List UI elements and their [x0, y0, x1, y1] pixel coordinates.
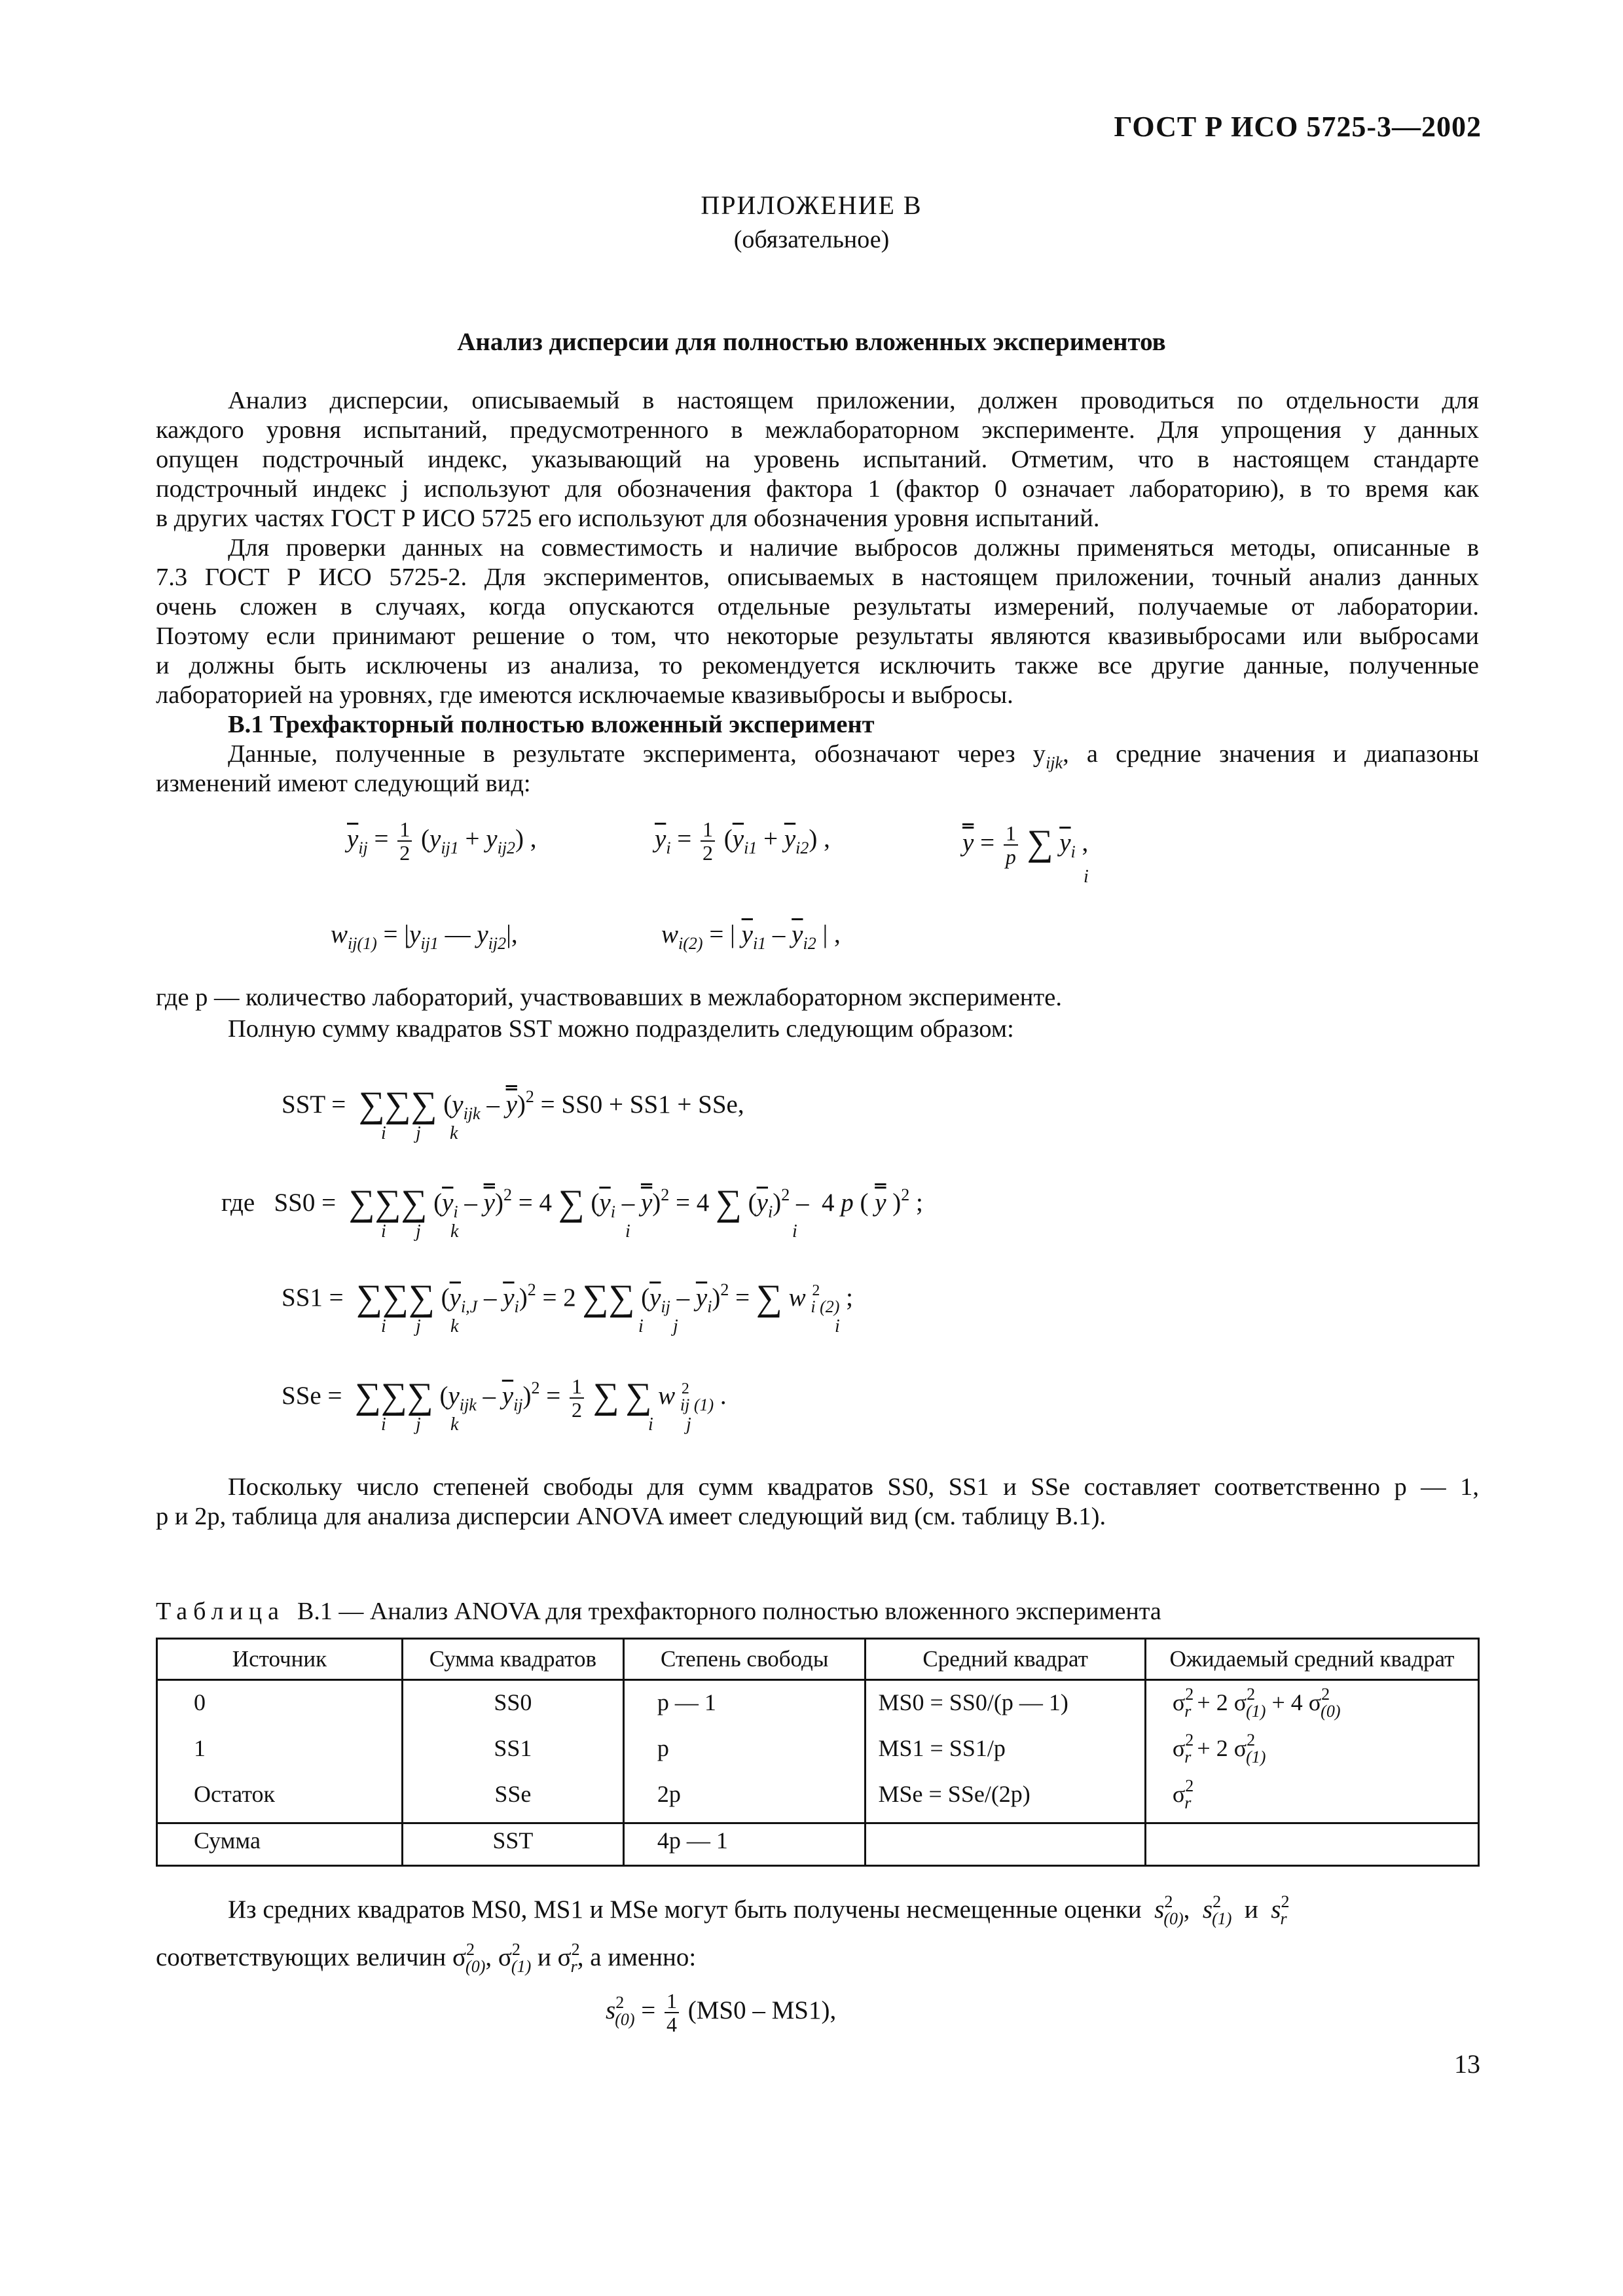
cell-ss: SS1	[402, 1731, 623, 1776]
table-caption	[156, 1597, 1161, 1626]
dof-paragraph	[156, 1473, 1479, 1532]
cell-df: p — 1	[623, 1680, 866, 1731]
text-line: лабораторией на уровнях, где имеются исключаемые квазивыбросы и выбросы.	[156, 681, 1013, 709]
cell-ms	[866, 1823, 1145, 1866]
cell-df: 2p	[623, 1776, 866, 1823]
data-paragraph	[156, 740, 1479, 798]
cell-source: Остаток	[157, 1776, 403, 1823]
text-line: p и 2p, таблица для анализа дисперсии ANOVA имеет следующий вид (см. таблицу В.1).	[156, 1503, 1106, 1530]
formula-mean-yi: $\overline{y}_i$ = $\frac{1}{2}$ $(\overline{y}_{i1} + \overline{y}_{i2})$ ,	[655, 817, 830, 865]
text-line	[156, 740, 1479, 772]
text-line: Поскольку число степеней свободы для сумм квадратов SS0, SS1 и SSe составляет соответственно p — 1,	[228, 1473, 1479, 1501]
table-total-row	[157, 1823, 1479, 1866]
column-header: Степень свободы	[623, 1639, 866, 1680]
text-line: изменений имеют следующий вид:	[156, 770, 531, 797]
text-line: 7.3 ГОСТ Р ИСО 5725-2. Для экспериментов, описываемых в настоящем приложении, точный анализ данных	[156, 564, 1479, 591]
text-line: опущен подстрочный индекс, указывающий на уровень испытаний. Отметим, что в настоящем стандарте	[156, 446, 1479, 473]
text-fragment: , а средние значения и диапазоны	[1063, 740, 1479, 768]
cell-ems	[1145, 1823, 1478, 1866]
text-fragment: Данные, полученные в результате эксперимента, обозначают через y	[228, 740, 1046, 768]
table-caption-text: В.1 — Анализ ANOVA для трехфакторного полностью вложенного эксперимента	[297, 1598, 1161, 1625]
cell-ems: $\sigma^2_r$	[1145, 1776, 1478, 1823]
text-line: Для проверки данных на совместимость и наличие выбросов должны применяться методы, описанные в	[228, 534, 1479, 562]
column-header: Средний квадрат	[866, 1639, 1145, 1680]
section-heading-text: В.1 Трехфакторный полностью вложенный эксперимент	[228, 711, 875, 738]
sst-intro-paragraph	[156, 1014, 1479, 1044]
estimates-line-1: Из средних квадратов MS0, MS1 и MSe могут быть получены несмещенные оценки $s^2_{(0)}$, $s^2_{(1)}$ и $s^2_r$	[228, 1892, 1290, 1928]
table-row	[157, 1680, 1479, 1731]
text-line: очень сложен в случаях, когда опускаются отдельные результаты измерений, получаемые от лаборатории.	[156, 593, 1479, 620]
subscript: ijk	[1046, 753, 1063, 772]
cell-ems: $\sigma^2_r + 2$ $\sigma^2_{(1)}$	[1145, 1731, 1478, 1776]
text-line: Поэтому если принимают решение о том, что некоторые результаты являются квазивыбросами или выбросами	[156, 622, 1479, 650]
annex-subtitle: (обязательное)	[733, 226, 890, 253]
cell-ems: $\sigma^2_r + 2$ $\sigma^2_{(1)} + 4$ $\sigma^2_{(0)}$	[1145, 1680, 1478, 1731]
intro-paragraph	[156, 386, 1479, 533]
formula-range-wij: $w_{ij(1)} = |y_{ij1}$ — $y_{ij2}|$,	[331, 920, 518, 953]
text-line: и должны быть исключены из анализа, то рекомендуется исключить также все другие данные, полученные	[156, 652, 1479, 679]
cell-source: 1	[157, 1731, 403, 1776]
cell-ss: SSe	[402, 1776, 623, 1823]
text-fragment: Из средних квадратов MS0, MS1 и MSe могут быть получены несмещенные оценки	[228, 1895, 1142, 1924]
text-line: в других частях ГОСТ Р ИСО 5725 его используют для обозначения уровня испытаний.	[156, 505, 1100, 532]
annex-title: ПРИЛОЖЕНИЕ В	[701, 190, 922, 220]
document-title: Анализ дисперсии для полностью вложенных экспериментов	[457, 328, 1166, 356]
cell-ss: SST	[402, 1823, 623, 1866]
text-fragment: соответствующих величин	[156, 1943, 447, 1971]
formula-sse: SSe = ∑∑∑ $(y_{ijk} - \overline{y}_{ij})^2$ = $\frac{1}{2}$ ∑ ∑ w $^2_{ij (1)}$ . i j k i j	[282, 1374, 727, 1435]
estimates-line-2: соответствующих величин $\sigma^2_{(0)}$, $\sigma^2_{(1)}$ и $\sigma^2_r$, а именно:	[156, 1940, 697, 1976]
column-header: Источник	[157, 1639, 403, 1680]
document-header: ГОСТ Р ИСО 5725-3—2002	[1114, 111, 1482, 143]
text-line: Анализ дисперсии, описываемый в настоящем приложении, должен проводиться по отдельности для	[228, 387, 1479, 414]
formula-s0: $s^2_{(0)}$ = $\frac{1}{4}$ (MS0 – MS1),	[606, 1989, 837, 2036]
cell-source: Сумма	[157, 1823, 403, 1866]
formula-mean-yij: $\overline{y}_{ij}$ = $\frac{1}{2}$ $(y_{ij1} + y_{ij2})$ ,	[347, 817, 537, 865]
cell-ms: MS0 = SS0/(p — 1)	[866, 1680, 1145, 1731]
page-number: 13	[1454, 2049, 1480, 2079]
anova-table	[156, 1638, 1480, 1867]
formula-grand-mean: y = $\frac{1}{p}$ ∑ $\overline{y}_i$ , i	[962, 821, 1089, 887]
column-header: Ожидаемый средний квадрат	[1145, 1639, 1478, 1680]
cell-ms: MS1 = SS1/p	[866, 1731, 1145, 1776]
cell-source: 0	[157, 1680, 403, 1731]
outlier-paragraph	[156, 533, 1479, 710]
table-row	[157, 1731, 1479, 1776]
text-line: где p — количество лабораторий, участвовавших в межлабораторном эксперименте.	[156, 984, 1062, 1011]
text-line: каждого уровня испытаний, предусмотренного в межлабораторном эксперименте. Для упрощения у данных	[156, 416, 1479, 444]
table-header-row	[157, 1639, 1479, 1680]
text-line: Полную сумму квадратов SST можно подразделить следующим образом:	[228, 1015, 1014, 1043]
cell-ss: SS0	[402, 1680, 623, 1731]
text-line: подстрочный индекс j используют для обозначения фактора 1 (фактор 0 означает лабораторию), в то время как	[156, 475, 1479, 503]
cell-ms: MSe = SSe/(2p)	[866, 1776, 1145, 1823]
table-row	[157, 1776, 1479, 1823]
formula-sst: SST = ∑∑∑ $(y_{ijk} - y)^2 = SS0 + SS1$ + SSe, i j k	[282, 1085, 744, 1143]
cell-df: p	[623, 1731, 866, 1776]
where-p-paragraph	[156, 983, 1479, 1013]
table-caption-prefix: Таблица	[156, 1598, 285, 1625]
where-label: где	[221, 1189, 255, 1217]
formula-ss1: SS1 = ∑∑∑ $(\overline{y}_{i,J} - \overline{y}_i)^2 = 2$ ∑∑ $(\overline{y}_{ij} - \overline{y}_i)^2$ = ∑ w $^2_{i (2)}$ ; i j k i j i	[282, 1278, 853, 1336]
cell-df: 4p — 1	[623, 1823, 866, 1866]
formula-ss0: где SS0 = ∑∑∑ $(\overline{y}_i - y)^2 = 4$ ∑ $(\overline{y}_i - y)^2 = 4$ ∑ $(\overline{y}_i)^2 - 4$ p ( y )$^2$ ; i j k i i	[221, 1183, 923, 1242]
section-heading	[156, 710, 1479, 740]
formula-range-wi: $w_{i(2)}$ = | $\overline{y}_{i1} - \overline{y}_{i2}$ | ,	[661, 920, 841, 953]
column-header: Сумма квадратов	[402, 1639, 623, 1680]
